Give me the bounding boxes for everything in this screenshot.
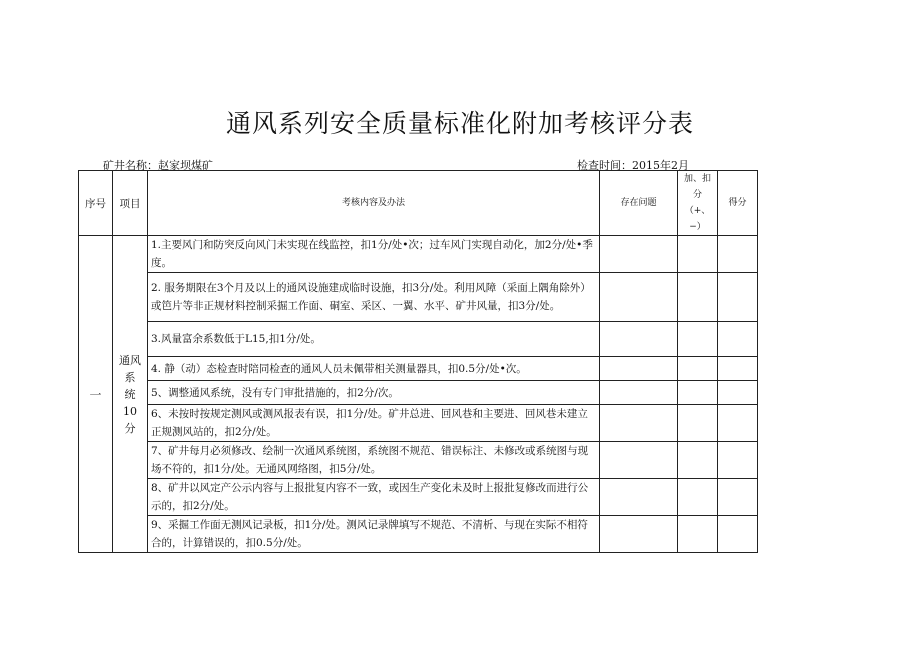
header-adjust-line1: 加、扣分 (683, 174, 711, 200)
table-row (79, 273, 758, 322)
header-adjust (678, 171, 718, 236)
item-text: 2. 服务期限在3个月及以上的通风设施建成临时设施，扣3分/处。利用风障（采面上隅角除外）或笆片等非正规材料控制采掘工作面、硐室、采区、一翼、水平、矿井风量，扣3分/处。 (148, 273, 600, 322)
issues-cell[interactable] (600, 322, 678, 357)
score-cell[interactable] (718, 236, 758, 273)
header-issues: 存在问题 (600, 171, 678, 236)
adjust-cell[interactable] (678, 479, 718, 516)
issues-cell[interactable] (600, 442, 678, 479)
category-line3: 分 (124, 421, 136, 435)
page-title: 通风系列安全质量标准化附加考核评分表 (225, 109, 694, 138)
table-row (79, 405, 758, 442)
header-row (79, 171, 758, 236)
item-text: 3.风量富余系数低于L15,扣1分/处。 (148, 322, 600, 357)
item-text: 5、调整通风系统，没有专门审批措施的，扣2分/次。 (148, 381, 600, 405)
score-cell[interactable] (718, 273, 758, 322)
adjust-cell[interactable] (678, 357, 718, 381)
table-row (79, 442, 758, 479)
score-cell[interactable] (718, 516, 758, 553)
adjust-cell[interactable] (678, 442, 718, 479)
table-row (79, 322, 758, 357)
header-content: 考核内容及办法 (148, 171, 600, 236)
category-line1: 通风系 (119, 353, 141, 384)
score-cell[interactable] (718, 479, 758, 516)
mine-name: 矿井名称：赵家坝煤矿 (103, 159, 213, 172)
adjust-cell[interactable] (678, 322, 718, 357)
table-row (79, 357, 758, 381)
header-project: 项目 (113, 171, 148, 236)
issues-cell[interactable] (600, 381, 678, 405)
header-score: 得分 (718, 171, 758, 236)
issues-cell[interactable] (600, 516, 678, 553)
item-text: 1.主要风门和防突反向风门未实现在线监控，扣1分/处•次；过车风门实现自动化，加2分/处•季度。 (148, 236, 600, 273)
header-adjust-line2: （+、−） (684, 206, 711, 232)
item-text: 4. 静（动）态检查时陪同检查的通风人员未佩带相关测量器具，扣0.5分/处•次。 (148, 357, 600, 381)
item-text: 9、采掘工作面无测风记录板，扣1分/处。测风记录牌填写不规范、不清析、与现在实际不相符合的，计算错误的，扣0.5分/处。 (148, 516, 600, 553)
issues-cell[interactable] (600, 236, 678, 273)
table-row (79, 236, 758, 273)
item-text: 8、矿井以风定产公示内容与上报批复内容不一致，或因生产变化未及时上报批复修改而进行公示的，扣2分/处。 (148, 479, 600, 516)
adjust-cell[interactable] (678, 236, 718, 273)
table-row (79, 516, 758, 553)
score-table (78, 170, 758, 553)
issues-cell[interactable] (600, 273, 678, 322)
header-seq: 序号 (79, 171, 113, 236)
score-cell[interactable] (718, 357, 758, 381)
score-cell[interactable] (718, 442, 758, 479)
adjust-cell[interactable] (678, 405, 718, 442)
adjust-cell[interactable] (678, 381, 718, 405)
item-text: 7、矿井每月必须修改、绘制一次通风系统图，系统图不规范、错误标注、未修改或系统图与现场不符的，扣1分/处。无通风网络图，扣5分/处。 (148, 442, 600, 479)
inspection-date: 检查时间：2015年2月 (577, 159, 689, 172)
issues-cell[interactable] (600, 357, 678, 381)
score-cell[interactable] (718, 405, 758, 442)
issues-cell[interactable] (600, 479, 678, 516)
section-category (113, 236, 148, 553)
table-row (79, 479, 758, 516)
section-seq: 一 (79, 236, 113, 553)
score-cell[interactable] (718, 322, 758, 357)
issues-cell[interactable] (600, 405, 678, 442)
table-row (79, 381, 758, 405)
category-line2: 统 10 (123, 387, 137, 418)
adjust-cell[interactable] (678, 516, 718, 553)
adjust-cell[interactable] (678, 273, 718, 322)
item-text: 6、未按时按规定测风或测风报表有误，扣1分/处。矿井总进、回风巷和主要进、回风巷未建立正规测风站的，扣2分/处。 (148, 405, 600, 442)
score-cell[interactable] (718, 381, 758, 405)
